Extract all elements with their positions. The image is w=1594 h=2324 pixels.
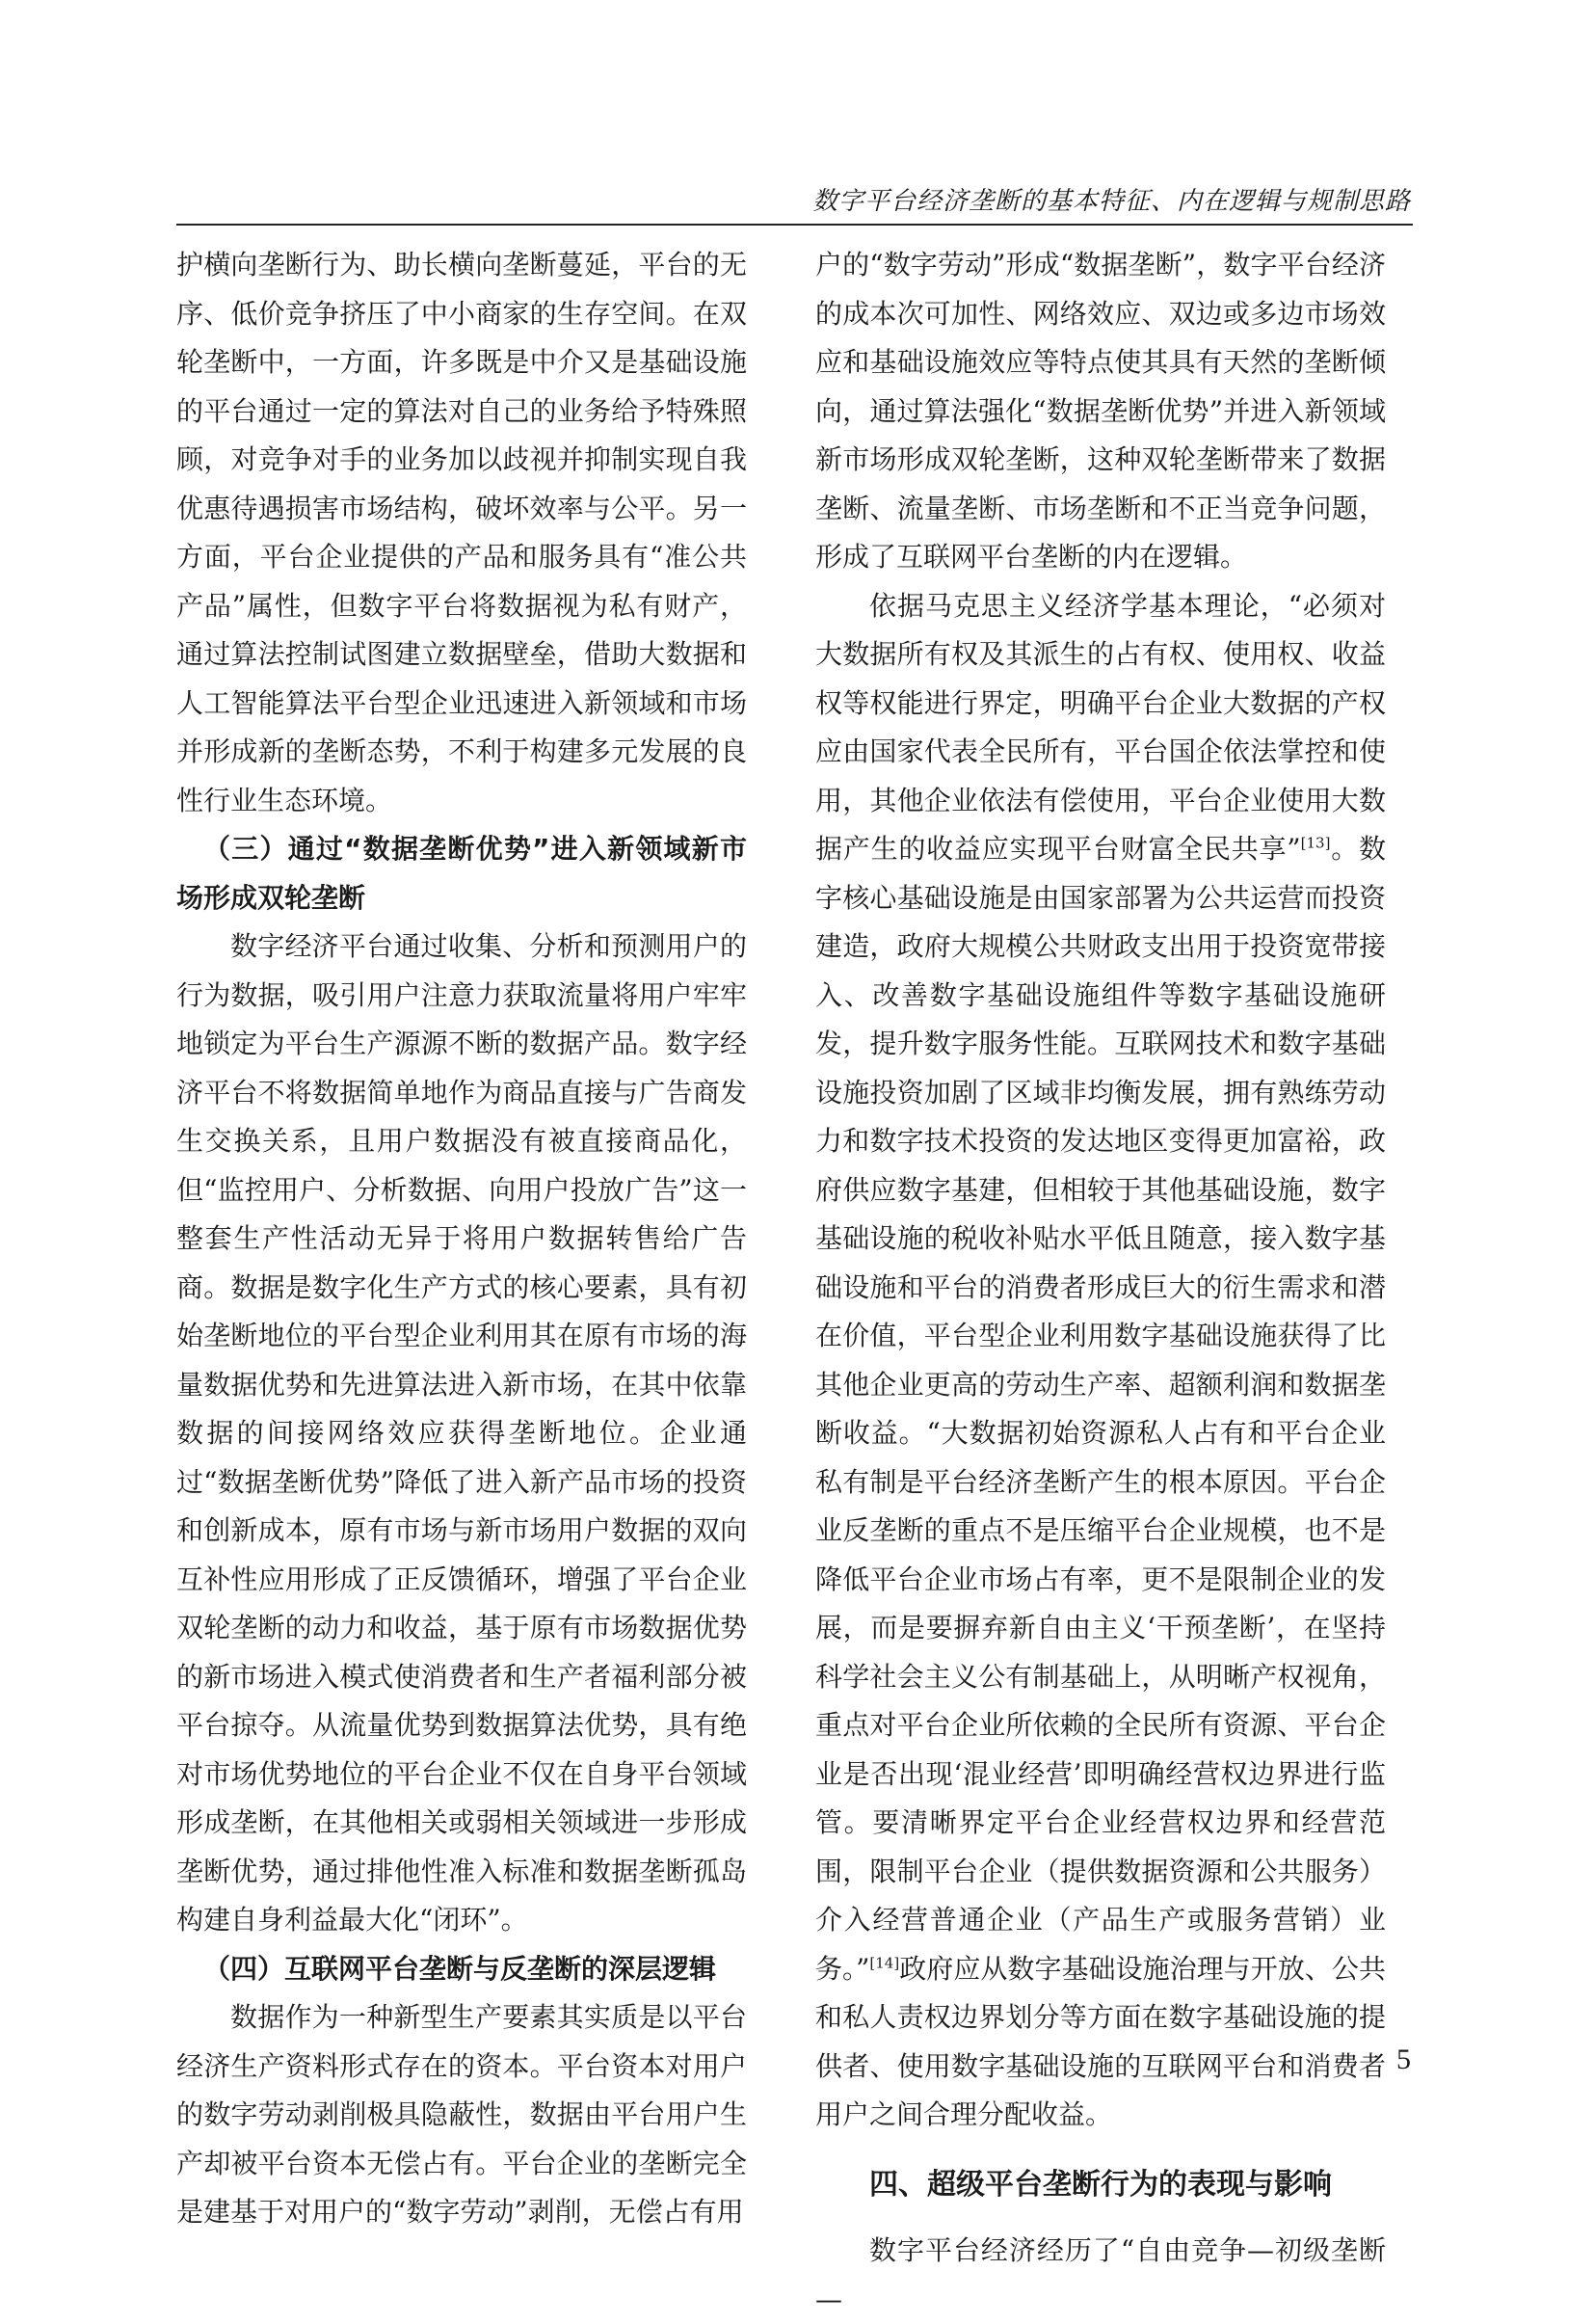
right-paragraph-2-part-c: 政府应从数字基础设施治理与开放、公共和私人责权边界划分等方面在数字基础设施的提供者、使用数字基础设施的互联网平台和消费者用户之间合理分配收益。 [815,1952,1386,2130]
right-paragraph-1: 户的“数字劳动”形成“数据垄断”，数字平台经济的成本次可加性、网络效应、双边或多边市场效应和基础设施效应等特点使其具有天然的垄断倾向，通过算法强化“数据垄断优势”并进入新领域新市场形成双轮垄断，这种双轮垄断带来了数据垄断、流量垄断、市场垄断和不正当竞争问题，形成了互联网平台垄断的内在逻辑。 [815,249,1386,573]
right-column [815,241,1386,2315]
right-paragraph-2-part-b: 。数字核心基础设施是由国家部署为公共运营而投资建造，政府大规模公共财政支出用于投资宽带接入、改善数字基础设施组件等数字基础设施研发，提升数字服务性能。互联网技术和数字基础设施投资加剧了区域非均衡发展，拥有熟练劳动力和数字技术投资的发达地区变得更加富裕，政府供应数字基建，但相较于其他基础设施，数字基础设施的税收补贴水平低且随意，接入数字基础设施和平台的消费者形成巨大的衍生需求和潜在价值，平台型企业利用数字基础设施获得了比其他企业更高的劳动生产率、超额利润和数据垄断收益。“大数据初始资源私人占有和平台企业私有制是平台经济垄断产生的根本原因。平台企业反垄断的重点不是压缩平台企业规模，也不是降低平台企业市场占有率，更不是限制企业的发展，而是要摒弃新自由主义‘干预垄断’，在坚持科学社会主义公有制基础上，从明晰产权视角，重点对平台企业所依赖的全民所有资源、平台企业是否出现‘混业经营’即明确经营权边界进行监管。要清晰界定平台企业经营权边界和经营范围，限制平台企业（提供数据资源和公共服务）介入经营普通企业（产品生产或服务营销）业务。” [815,833,1386,1985]
header-rule [176,224,1413,226]
running-header-title: 数字平台经济垄断的基本特征、内在逻辑与规制思路 [811,187,1411,216]
right-paragraph-2-part-a: 依据马克思主义经济学基本理论，“必须对大数据所有权及其派生的占有权、使用权、收益权等权能进行界定，明确平台企业大数据的产权应由国家代表全民所有，平台国企依法掌控和使用，其他企业依法有偿使用，平台企业使用大数据产生的收益应实现平台财富全民共享” [815,589,1386,865]
left-paragraph-1: 护横向垄断行为、助长横向垄断蔓延，平台的无序、低价竞争挤压了中小商家的生存空间。在双轮垄断中，一方面，许多既是中介又是基础设施的平台通过一定的算法对自己的业务给予特殊照顾，对竞争对手的业务加以歧视并抑制实现自我优惠待遇损害市场结构，破坏效率与公平。另一方面，平台企业提供的产品和服务具有“准公共产品”属性，但数字平台将数据视为私有财产，通过算法控制试图建立数据壁垒，借助大数据和人工智能算法平台型企业迅速进入新领域和市场并形成新的垄断态势，不利于构建多元发展的良性行业生态环境。 [176,249,747,816]
left-paragraph-3: 数据作为一种新型生产要素其实质是以平台经济生产资料形式存在的资本。平台资本对用户的数字劳动剥削极具隐蔽性，数据由平台用户生产却被平台资本无偿占有。平台企业的垄断完全是建基于对用户的“数字劳动”剥削，无偿占有用 [176,2001,747,2228]
section-heading-3: （三）通过“数据垄断优势”进入新领域新市场形成双轮垄断 [176,833,747,914]
citation-14: [14] [869,1954,900,1972]
left-paragraph-2: 数字经济平台通过收集、分析和预测用户的行为数据，吸引用户注意力获取流量将用户牢牢地锁定为平台生产源源不断的数据产品。数字经济平台不将数据简单地作为商品直接与广告商发生交换关系，且用户数据没有被直接商品化，但“监控用户、分析数据、向用户投放广告”这一整套生产性活动无异于将用户数据转售给广告商。数据是数字化生产方式的核心要素，具有初始垄断地位的平台型企业利用其在原有市场的海量数据优势和先进算法进入新市场，在其中依靠数据的间接网络效应获得垄断地位。企业通过“数据垄断优势”降低了进入新产品市场的投资和创新成本，原有市场与新市场用户数据的双向互补性应用形成了正反馈循环，增强了平台企业双轮垄断的动力和收益，基于原有市场数据优势的新市场进入模式使消费者和生产者福利部分被平台掠夺。从流量优势到数据算法优势，具有绝对市场优势地位的平台企业不仅在自身平台领域形成垄断，在其他相关或弱相关领域进一步形成垄断优势，通过排他性准入标准和数据垄断孤岛构建自身利益最大化“闭环”。 [176,930,747,1936]
page-number: 5 [1396,2044,1411,2075]
section-heading-4: （四）互联网平台垄断与反垄断的深层逻辑 [203,1952,717,1985]
right-paragraph-2 [815,582,1386,2140]
chapter-heading-4: 四、超级平台垄断行为的表现与影响 [869,2167,1332,2202]
left-column [176,241,747,2228]
citation-13: [13] [1300,834,1331,852]
right-paragraph-3: 数字平台经济经历了“自由竞争—初级垄断— [815,2234,1386,2315]
